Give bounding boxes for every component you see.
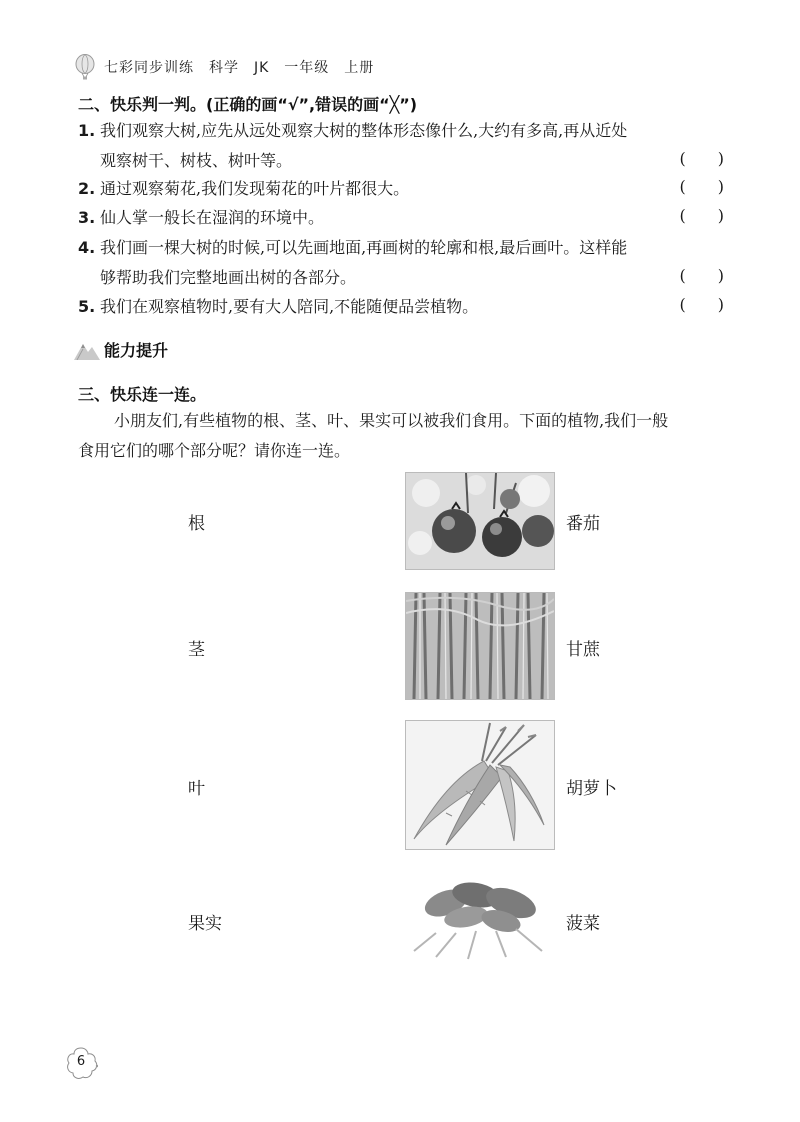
balloon-icon: [74, 54, 96, 80]
answer-blank[interactable]: ( ): [679, 177, 724, 196]
sugarcane-image: [406, 593, 554, 699]
section3-intro-line2: 食用它们的哪个部分呢？请你连一连。: [78, 441, 351, 460]
question-number: 1.: [78, 121, 96, 140]
tomato-image: [406, 473, 554, 569]
judge-question-1: [78, 116, 724, 176]
question-text-cont: 够帮助我们完整地画出树的各部分。: [100, 268, 357, 287]
answer-blank[interactable]: ( ): [679, 295, 724, 314]
question-number: 3.: [78, 208, 96, 227]
part-label-leaf[interactable]: 叶: [188, 779, 205, 799]
plant-label-carrot[interactable]: 胡萝卜: [566, 779, 617, 799]
question-text: 我们在观察植物时,要有大人陪同,不能随便品尝植物。: [100, 297, 479, 316]
carrot-image: [406, 721, 554, 849]
judge-question-3: [78, 203, 724, 233]
section3-title: 三、快乐连一连。: [78, 385, 207, 404]
question-text-cont: 观察树干、树枝、树叶等。: [100, 151, 293, 170]
question-number: 2.: [78, 179, 96, 198]
part-label-root[interactable]: 根: [188, 514, 205, 534]
mountain-icon: [74, 340, 100, 360]
question-text: 通过观察菊花,我们发现菊花的叶片都很大。: [100, 179, 410, 198]
tomato-photo[interactable]: [405, 472, 555, 570]
question-number: 4.: [78, 238, 96, 257]
question-text: 我们画一棵大树的时候,可以先画地面,再画树的轮廓和根,最后画叶。这样能: [100, 238, 628, 257]
header-text: 七彩同步训练 科学 JK 一年级 上册: [104, 60, 375, 76]
part-label-fruit[interactable]: 果实: [188, 914, 222, 934]
section2-title: 二、快乐判一判。(正确的画“√”,错误的画“╳”): [78, 95, 418, 114]
page-number-badge: [64, 1046, 98, 1080]
sugarcane-photo[interactable]: [405, 592, 555, 700]
carrot-photo[interactable]: [405, 720, 555, 850]
part-label-stem[interactable]: 茎: [188, 640, 205, 660]
question-text: 仙人掌一般长在湿润的环境中。: [100, 208, 325, 227]
answer-blank[interactable]: ( ): [679, 206, 724, 225]
page-header: [74, 54, 374, 80]
spinach-photo[interactable]: [405, 872, 555, 964]
question-number: 5.: [78, 297, 96, 316]
section3-intro-line1: 小朋友们,有些植物的根、茎、叶、果实可以被我们食用。下面的植物,我们一般: [114, 411, 669, 430]
question-text: 我们观察大树,应先从远处观察大树的整体形态像什么,大约有多高,再从近处: [100, 121, 628, 140]
plant-label-spinach[interactable]: 菠菜: [566, 914, 600, 934]
page-number: 6: [76, 1054, 86, 1069]
judge-question-4: [78, 233, 724, 293]
answer-blank[interactable]: ( ): [679, 266, 724, 285]
plant-label-sugarcane[interactable]: 甘蔗: [566, 640, 600, 660]
ability-title: 能力提升: [104, 341, 169, 360]
ability-banner: [74, 338, 168, 361]
plant-label-tomato[interactable]: 番茄: [566, 514, 600, 534]
spinach-image: [406, 873, 554, 963]
answer-blank[interactable]: ( ): [679, 149, 724, 168]
judge-question-5: [78, 292, 724, 322]
judge-question-2: [78, 174, 724, 204]
